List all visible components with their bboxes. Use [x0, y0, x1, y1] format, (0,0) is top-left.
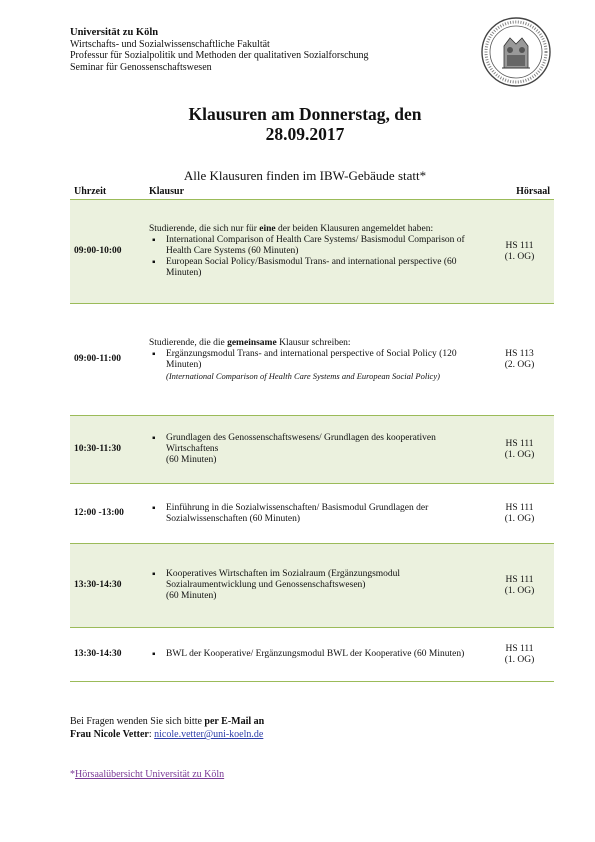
exam-room: HS 113 (2. OG) [485, 304, 554, 416]
exam-item: ▪ European Social Policy/Basismodul Trans- and international perspective (60 Minuten) [166, 257, 481, 279]
exam-description [145, 304, 485, 416]
exam-item: ▪ Grundlagen des Genossenschaftswesens/ Grundlagen des kooperativen Wirtschaftens (60 Minuten) [166, 433, 481, 466]
lecture-hall-overview-link[interactable]: Hörsaalübersicht Universität zu Köln [75, 769, 225, 780]
exam-description [145, 416, 485, 484]
university-name: Universität zu Köln [70, 27, 159, 38]
seminar-line: Seminar für Genossenschaftswesen [70, 61, 212, 73]
exam-intro: Studierende, die sich nur für eine der beiden Klausuren angemeldet haben: [149, 224, 434, 234]
exam-time: 12:00 -13:00 [70, 484, 145, 544]
table-row [70, 628, 554, 682]
column-header-exam: Klausur [145, 184, 485, 200]
exam-time: 13:30-14:30 [70, 544, 145, 628]
exam-time: 10:30-11:30 [70, 416, 145, 484]
column-header-room: Hörsaal [485, 184, 554, 200]
table-row [70, 416, 554, 484]
table-row [70, 484, 554, 544]
university-seal-icon [480, 16, 552, 88]
exam-room: HS 111 (1. OG) [485, 200, 554, 304]
exam-room: HS 111 (1. OG) [485, 544, 554, 628]
exam-room: HS 111 (1. OG) [485, 416, 554, 484]
letterhead [70, 27, 369, 73]
title-line-1: Klausuren am Donnerstag, den [188, 104, 422, 124]
exam-time: 09:00-11:00 [70, 304, 145, 416]
exam-room: HS 111 (1. OG) [485, 484, 554, 544]
exam-item: ▪ BWL der Kooperative/ Ergänzungsmodul BWL der Kooperative (60 Minuten) [166, 649, 481, 660]
exam-item: ▪ Kooperatives Wirtschaften im Sozialraum (Ergänzungsmodul Sozialraumentwicklung und Genossenschaftswesen) (60 Minuten) [166, 569, 481, 602]
title-date: 28.09.2017 [265, 124, 345, 144]
location-note: Alle Klausuren finden im IBW-Gebäude statt* [183, 168, 427, 183]
lecture-hall-overview [70, 769, 224, 780]
contact-email-link[interactable]: nicole.vetter@uni-koeln.de [154, 729, 264, 740]
exam-schedule-table [70, 184, 554, 682]
exam-item: ▪ Einführung in die Sozialwissenschaften/ Basismodul Grundlagen der Sozialwissenschaften (60 Minuten) [166, 503, 481, 525]
exam-description [145, 628, 485, 682]
exam-description [145, 484, 485, 544]
professorship-line: Professur für Sozialpolitik und Methoden der qualitativen Sozialforschung [70, 50, 369, 61]
exam-item: ▪ Ergänzungsmodul Trans- and international perspective of Social Policy (120 Minuten) (International Comparison of Health Care Systems and European Social Policy) [166, 349, 481, 382]
exam-note: (International Comparison of Health Care Systems and European Social Policy) [166, 370, 440, 381]
contact-line-1: Bei Fragen wenden Sie sich bitte per E-Mail an [70, 716, 265, 727]
exam-room: HS 111 (1. OG) [485, 628, 554, 682]
table-row [70, 304, 554, 416]
exam-description [145, 544, 485, 628]
contact-line-2: Frau Nicole Vetter: nicole.vetter@uni-koeln.de [70, 729, 264, 740]
table-header-row [70, 184, 554, 200]
page-title [100, 104, 510, 144]
contact-info [70, 715, 264, 741]
exam-time: 09:00-10:00 [70, 200, 145, 304]
column-header-time: Uhrzeit [70, 184, 145, 200]
exam-description [145, 200, 485, 304]
exam-item: ▪ International Comparison of Health Care Systems/ Basismodul Comparison of Health Care Systems (60 Minuten) [166, 235, 481, 257]
table-row [70, 544, 554, 628]
exam-intro: Studierende, die die gemeinsame Klausur schreiben: [149, 337, 351, 348]
footnote-asterisk: * [70, 769, 75, 780]
faculty-line: Wirtschafts- und Sozialwissenschaftliche Fakultät [70, 38, 270, 50]
table-row [70, 200, 554, 304]
exam-time: 13:30-14:30 [70, 628, 145, 682]
